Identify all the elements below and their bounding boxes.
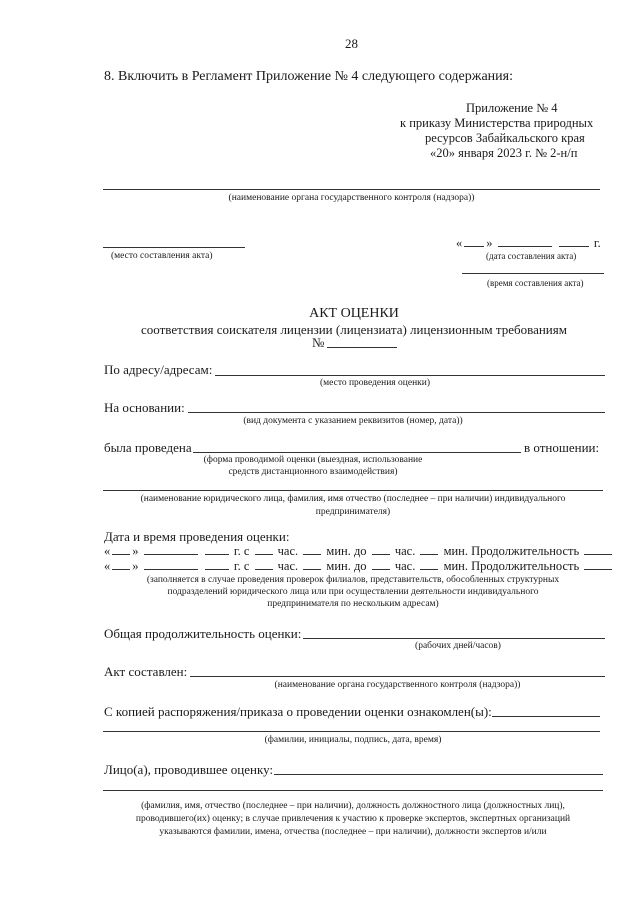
control-organ-line[interactable] (103, 189, 600, 190)
row1-duration: мин. Продолжительность (443, 544, 580, 558)
basis-label: На основании: (104, 400, 185, 415)
time-of-act-line[interactable] (462, 273, 604, 274)
basis-caption: (вид документа с указанием реквизитов (номер, дата)) (243, 416, 463, 426)
row2-year-blank[interactable] (205, 568, 229, 570)
row2-open-quote: « (104, 559, 111, 573)
entity-line[interactable] (103, 490, 603, 491)
date-month-blank[interactable] (498, 245, 552, 247)
person-line-2[interactable] (103, 790, 603, 791)
act-subtitle: соответствия соискателя лицензии (лицензиата) лицензионным требованиям (141, 322, 567, 337)
control-organ-caption: (наименование органа государственного контроля (надзора)) (228, 193, 475, 203)
appendix-line-2: к приказу Министерства природных (400, 116, 594, 130)
place-of-act-caption: (место составления акта) (111, 251, 213, 261)
row1-open-quote: « (104, 544, 111, 558)
row2-close-quote: » (132, 559, 139, 573)
section-heading: 8. Включить в Регламент Приложение № 4 следующего содержания: (104, 69, 513, 84)
address-label: По адресу/адресам: (104, 362, 213, 377)
address-caption: (место проведения оценки) (319, 378, 431, 388)
datetime-label: Дата и время проведения оценки: (104, 529, 290, 544)
conducted-label: была проведена (104, 440, 192, 455)
appendix-line-4: «20» января 2023 г. № 2-н/п (430, 146, 578, 160)
compiled-label: Акт составлен: (104, 664, 188, 679)
duration-caption: (рабочих дней/часов) (415, 641, 501, 651)
date-close-quote: » (486, 236, 493, 250)
row1-day-blank[interactable] (112, 553, 130, 555)
row1-min-to-blank[interactable] (420, 553, 438, 555)
person-line-1[interactable] (274, 774, 603, 775)
page-number: 28 (345, 36, 358, 51)
row1-min-from-blank[interactable] (303, 553, 321, 555)
place-of-act-line[interactable] (103, 247, 245, 248)
copy-line-1[interactable] (492, 716, 600, 717)
row2-min-to-blank[interactable] (420, 568, 438, 570)
appendix-line-1: Приложение № 4 (466, 101, 558, 115)
row1-hour-to-blank[interactable] (372, 553, 390, 555)
datetime-note-1: (заполняется в случае проведения проверок филиалов, представительств, обособленных структурных (146, 575, 560, 585)
copy-label: С копией распоряжения/приказа о проведении оценки ознакомлен(ы): (104, 704, 492, 719)
appendix-line-3: ресурсов Забайкальского края (425, 131, 585, 145)
basis-line[interactable] (188, 412, 605, 413)
conducted-suffix: в отношении: (524, 440, 600, 455)
row1-duration-blank[interactable] (584, 553, 612, 555)
compiled-caption: (наименование органа государственного контроля (надзора)) (274, 680, 521, 690)
row2-min-to: мин. до (326, 559, 367, 573)
row2-hour-2: час. (394, 559, 416, 573)
row2-year-from: г. с (233, 559, 250, 573)
conducted-caption-2: средств дистанционного взаимодействия) (228, 467, 398, 477)
date-day-blank[interactable] (464, 245, 484, 247)
act-number-line[interactable] (327, 347, 397, 348)
person-caption-3: указываются фамилии, имена, отчества (последнее – при наличии), должности экспертов и/или (159, 827, 547, 837)
row1-hour-1: час. (277, 544, 299, 558)
date-of-act-row (456, 236, 601, 251)
entity-caption-1: (наименование юридического лица, фамилия, имя отчество (последнее – при наличии) индивидуального (140, 494, 566, 504)
row1-year-blank[interactable] (205, 553, 229, 555)
datetime-row-1 (104, 544, 614, 559)
duration-line[interactable] (303, 638, 605, 639)
row2-min-from-blank[interactable] (303, 568, 321, 570)
row1-close-quote: » (132, 544, 139, 558)
person-label: Лицо(а), проводившее оценку: (104, 762, 274, 777)
date-year-blank[interactable] (559, 245, 589, 247)
row2-hour-1: час. (277, 559, 299, 573)
datetime-row-2 (104, 559, 614, 574)
duration-label: Общая продолжительность оценки: (104, 626, 302, 641)
row2-hour-from-blank[interactable] (255, 568, 273, 570)
act-title: АКТ ОЦЕНКИ (309, 306, 399, 321)
row2-day-blank[interactable] (112, 568, 130, 570)
row1-min-to: мин. до (326, 544, 367, 558)
row2-month-blank[interactable] (144, 568, 198, 570)
act-number-sign: № (312, 335, 325, 350)
copy-caption: (фамилии, инициалы, подпись, дата, время) (264, 735, 442, 745)
row2-hour-to-blank[interactable] (372, 568, 390, 570)
copy-line-2[interactable] (103, 731, 600, 732)
person-caption-1: (фамилия, имя, отчество (последнее – при наличии), должность должностного лица (должностных лиц), (141, 801, 565, 811)
row1-hour-2: час. (394, 544, 416, 558)
date-year-suffix: г. (593, 236, 601, 250)
date-open-quote: « (456, 236, 463, 250)
row1-month-blank[interactable] (144, 553, 198, 555)
conducted-caption-1: (форма проводимой оценки (выездная, использование (203, 455, 423, 465)
datetime-note-2: подразделений юридического лица или при осуществлении деятельности индивидуального (167, 587, 539, 597)
compiled-line[interactable] (190, 676, 605, 677)
datetime-note-3: предпринимателя по нескольким адресам) (267, 599, 439, 609)
row1-year-from: г. с (233, 544, 250, 558)
entity-caption-2: предпринимателя) (315, 507, 391, 517)
address-line[interactable] (215, 375, 605, 376)
time-of-act-caption: (время составления акта) (487, 278, 584, 288)
row2-duration-blank[interactable] (584, 568, 612, 570)
row2-duration: мин. Продолжительность (443, 559, 580, 573)
person-caption-2: проводившего(их) оценку; в случае привлечения к участию к проверке экспертов, экспертных организаций (135, 814, 571, 824)
row1-hour-from-blank[interactable] (255, 553, 273, 555)
conducted-line[interactable] (193, 452, 521, 453)
date-of-act-caption: (дата составления акта) (486, 251, 577, 261)
